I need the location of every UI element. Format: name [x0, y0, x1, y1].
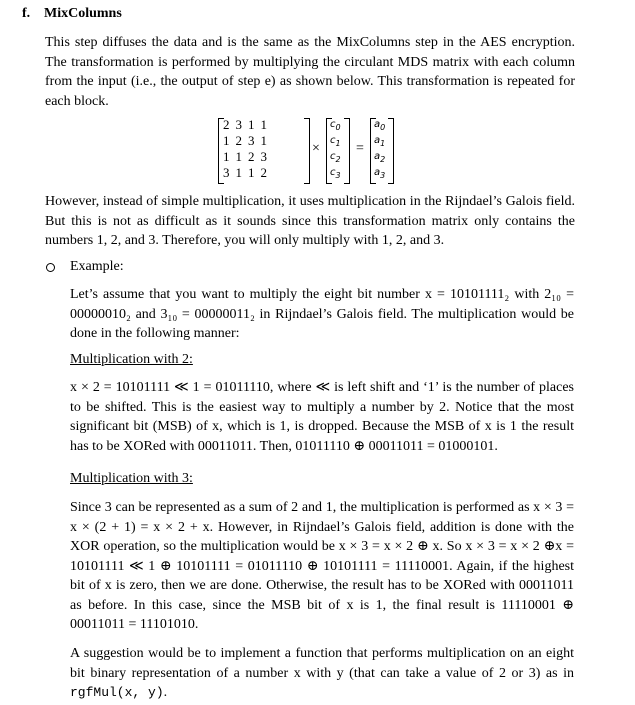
a-vector	[372, 117, 392, 185]
times-sign: ×	[312, 141, 320, 156]
mult3-heading: Multiplication with 3:	[70, 471, 193, 486]
mult2-heading: Multiplication with 2:	[70, 352, 193, 367]
intro-paragraph: This step diffuses the data and is the same as the MixColumns step in the AES encryption. The transformation is performed by multiplying the circulant MDS matrix with each column from the input (i.e., the output of step e) as shown below. This transformation is repeated for each block.	[45, 35, 575, 109]
matrix-row	[220, 149, 270, 165]
a-vector-entry: $a_2$	[374, 151, 386, 164]
matrix-cell: 3	[235, 117, 242, 132]
function-call: rgfMul(x, y)	[70, 685, 164, 700]
matrix-cell: 2	[248, 149, 255, 164]
assume-text: Let’s assume that you want to multiply the eight bit number x = 10101111₂ with 2₁₀ = 00000010₂ and 3₁₀ = 00000011₂ in Rijndael’s Galois field. The multiplication would be done in the following manner:	[70, 287, 574, 341]
however-paragraph: However, instead of simple multiplication, it uses multiplication in the Rijndael’s Galois field. But this is not as difficult as it sounds since this transformation matrix only contains the numbers 1, 2, and 3. Therefore, you will only multiply with 1, 2, and 3.	[45, 194, 575, 248]
assume-paragraph	[70, 285, 574, 344]
example-label: Example:	[70, 259, 124, 274]
matrix-row	[220, 117, 270, 133]
equals-sign: =	[356, 141, 364, 156]
matrix-cell: 1	[223, 133, 230, 148]
matrix-row	[220, 165, 270, 181]
circle-bullet-icon	[46, 263, 55, 272]
c-vector-entry: $c_0$	[330, 119, 341, 132]
matrix-cell: 2	[260, 165, 267, 180]
c-vector	[328, 117, 348, 185]
matrix-cell: 3	[260, 149, 267, 164]
suggestion-end: .	[163, 685, 168, 700]
c-vector-entry: $c_3$	[330, 167, 341, 180]
c-vector-entry: $c_2$	[330, 151, 341, 164]
matrix-cell: 1	[248, 117, 255, 132]
a-vector-entry: $a_3$	[374, 167, 386, 180]
section-title: MixColumns	[44, 6, 122, 21]
matrix-cell: 1	[235, 149, 242, 164]
suggestion-text: A suggestion would be to implement a function that performs multiplication on an eight bit binary representation of a number x with y (that can take a value of 2 or 3) as in	[70, 646, 574, 681]
matrix-cell: 3	[223, 165, 230, 180]
mult2-paragraph: x × 2 = 10101111 ≪ 1 = 01011110, where ≪ is left shift and ‘1’ is the number of places to be shifted. This is the easiest way to multiply a number by 2. Notice that the most significant bit (MSB) of x, which is 1, is dropped. Because the MSB of x is 1 the result has to be XORed with 00011011. Then, 01011110 ⊕ 00011011 = 01000101.	[70, 380, 574, 454]
section-heading	[22, 6, 122, 22]
matrix-cell: 1	[235, 165, 242, 180]
matrix-cell: 1	[260, 117, 267, 132]
matrix-cell: 1	[260, 133, 267, 148]
matrix-cell: 2	[223, 117, 230, 132]
suggestion-paragraph	[70, 644, 574, 703]
matrix-row	[220, 133, 270, 149]
matrix-cell: 1	[248, 165, 255, 180]
a-vector-entry: $a_1$	[374, 135, 386, 148]
matrix-cell: 2	[235, 133, 242, 148]
matrix-cell: 1	[223, 149, 230, 164]
c-vector-entry: $c_1$	[330, 135, 341, 148]
section-number: f.	[22, 6, 31, 21]
matrix-cell: 3	[248, 133, 255, 148]
mds-matrix	[220, 117, 308, 185]
mult3-paragraph: Since 3 can be represented as a sum of 2 and 1, the multiplication is performed as x × 3 = x × (2 + 1) = x × 2 + x. However, in Rijndael’s Galois field, addition is done with the XOR operation, so the multiplication would be x × 3 = x × 2 ⊕ x. So x × 3 = x × 2 ⊕x = 10101111 ≪ 1 ⊕ 10101111 = 01011110 ⊕ 10101111 = 11110001. Again, if the highest bit of x is zero, then we are done. Otherwise, the result has to be XORed with 00011011 as before. In this case, since the MSB bit of x is 1, the final result is 11110001 ⊕ 00011011 = 11101010.	[70, 500, 574, 632]
a-vector-entry: $a_0$	[374, 119, 386, 132]
